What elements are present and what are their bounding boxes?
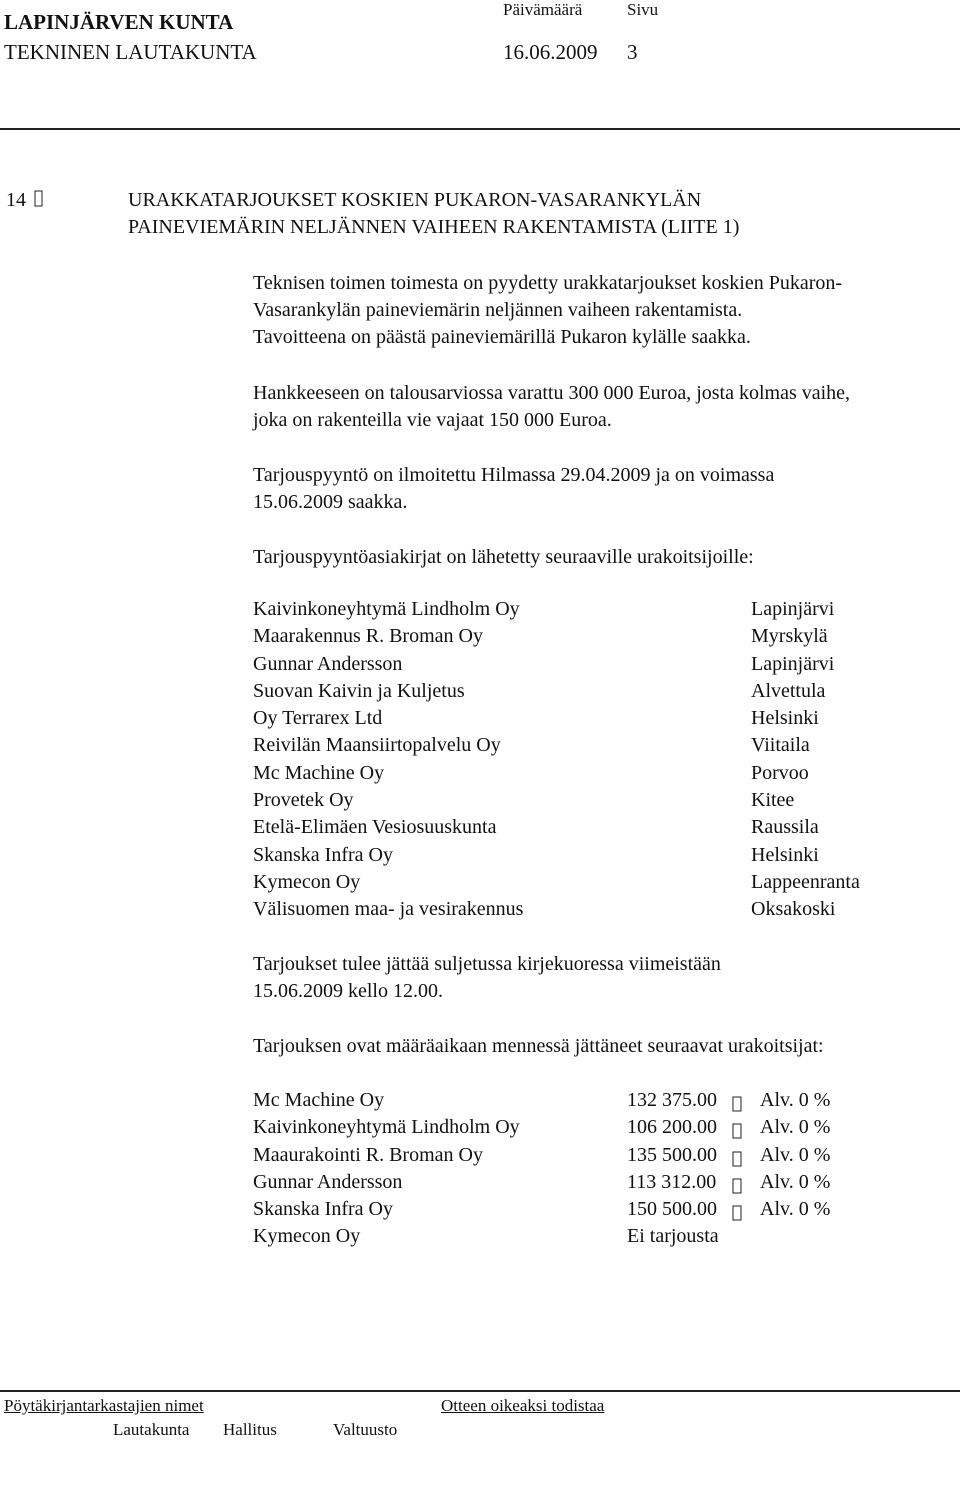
contractor-place: Lapinjärvi <box>751 652 835 675</box>
list-item <box>253 705 913 732</box>
contractor-name: Maarakennus R. Broman Oy <box>253 625 483 648</box>
offers-table <box>253 1087 913 1251</box>
offer-vat: Alv. 0 % <box>760 1143 831 1166</box>
contractor-name: Reivilän Maansiirtopalvelu Oy <box>253 734 501 757</box>
contractor-name: Oy Terrarex Ltd <box>253 707 383 730</box>
offer-amount: 132 375.00 <box>627 1089 717 1111</box>
paragraph-2-line-1: Hankkeeseen on talousarviossa varattu 300 000 Euroa, josta kolmas vaihe, <box>253 382 851 404</box>
header-divider <box>0 128 960 130</box>
list-item <box>253 732 913 759</box>
offer-contractor: Maaurakointi R. Broman Oy <box>253 1143 483 1166</box>
table-row <box>253 1087 913 1114</box>
list-item <box>253 787 913 814</box>
offer-vat: Alv. 0 % <box>760 1170 831 1193</box>
contractor-name: Kymecon Oy <box>253 870 361 893</box>
contractor-name: Suovan Kaivin ja Kuljetus <box>253 679 465 702</box>
offer-vat: Alv. 0 % <box>760 1089 831 1111</box>
offer-amount: 135 500.00 <box>627 1143 717 1166</box>
contractor-place: Lappeenranta <box>751 870 860 893</box>
paragraph-4: Tarjouspyyntöasiakirjat on lähetetty seuraaville urakoitsijoille: <box>253 546 754 568</box>
table-row <box>253 1223 913 1250</box>
contractor-name: Skanska Infra Oy <box>253 843 393 866</box>
paragraph-5-line-1: Tarjoukset tulee jättää suljetussa kirjekuoressa viimeistään <box>253 953 721 975</box>
contractor-place: Raussila <box>751 816 819 839</box>
offer-vat: Alv. 0 % <box>760 1116 831 1139</box>
offer-vat: Alv. 0 % <box>760 1198 831 1221</box>
offer-contractor: Skanska Infra Oy <box>253 1198 393 1221</box>
paragraph-2-line-2: joka on rakenteilla vie vajaat 150 000 Euroa. <box>253 409 612 431</box>
contractor-place: Lapinjärvi <box>751 598 835 620</box>
paragraph-1-line-1: Teknisen toimen toimesta on pyydetty urakkatarjoukset koskien Pukaron- <box>253 272 843 294</box>
paragraph-5-line-2: 15.06.2009 kello 12.00. <box>253 980 443 1002</box>
offer-amount: 150 500.00 <box>627 1198 717 1221</box>
footer-names-label: Pöytäkirjantarkastajien nimet <box>4 1396 204 1415</box>
offer-contractor: Gunnar Andersson <box>253 1170 403 1193</box>
paragraph-1-line-2: Vasarankylän paineviemärin neljännen vaiheen rakentamista. <box>253 299 743 321</box>
list-item <box>253 760 913 787</box>
offer-contractor: Kaivinkoneyhtymä Lindholm Oy <box>253 1116 520 1139</box>
footer-board-valtuusto: Valtuusto <box>333 1420 398 1439</box>
paragraph-3-line-1: Tarjouspyyntö on ilmoitettu Hilmassa 29.04.2009 ja on voimassa <box>253 464 775 486</box>
list-item <box>253 678 913 705</box>
contractor-name: Etelä-Elimäen Vesiosuuskunta <box>253 816 497 839</box>
contractor-place: Helsinki <box>751 843 819 866</box>
list-item <box>253 623 913 650</box>
contractor-list <box>253 596 913 924</box>
contractor-name: Kaivinkoneyhtymä Lindholm Oy <box>253 598 520 620</box>
offer-amount: Ei tarjousta <box>627 1225 719 1248</box>
paragraph-marker-icon <box>34 190 44 208</box>
footer-copy-label: Otteen oikeaksi todistaa <box>441 1396 605 1415</box>
contractor-place: Oksakoski <box>751 898 836 921</box>
list-item <box>253 896 913 923</box>
paragraph-1-line-3: Tavoitteena on päästä paineviemärillä Pukaron kylälle saakka. <box>253 326 751 348</box>
table-row <box>253 1196 913 1223</box>
page-label: Sivu <box>627 0 659 19</box>
contractor-place: Viitaila <box>751 734 810 757</box>
contractor-place: Alvettula <box>751 679 826 702</box>
offer-contractor: Kymecon Oy <box>253 1225 361 1248</box>
list-item <box>253 651 913 678</box>
footer-board-lautakunta: Lautakunta <box>113 1420 190 1439</box>
municipality-name: LAPINJÄRVEN KUNTA <box>4 10 234 34</box>
section-number: 14 <box>6 189 26 211</box>
contractor-place: Porvoo <box>751 761 809 784</box>
offer-amount: 106 200.00 <box>627 1116 717 1139</box>
contractor-name: Provetek Oy <box>253 789 354 812</box>
offer-amount: 113 312.00 <box>627 1170 717 1193</box>
contractor-name: Gunnar Andersson <box>253 652 403 675</box>
section-title-line-1: URAKKATARJOUKSET KOSKIEN PUKARON-VASARANKYLÄN <box>128 189 702 211</box>
date-label: Päivämäärä <box>503 0 583 19</box>
contractor-place: Helsinki <box>751 707 819 730</box>
table-row <box>253 1114 913 1141</box>
board-name: TEKNINEN LAUTAKUNTA <box>4 40 257 64</box>
contractor-name: Välisuomen maa- ja vesirakennus <box>253 898 524 921</box>
footer-divider <box>0 1390 960 1392</box>
section-title-line-2: PAINEVIEMÄRIN NELJÄNNEN VAIHEEN RAKENTAMISTA (LIITE 1) <box>128 216 740 238</box>
page-number: 3 <box>627 40 638 64</box>
table-row <box>253 1142 913 1169</box>
list-item <box>253 869 913 896</box>
paragraph-6: Tarjouksen ovat määräaikaan mennessä jättäneet seuraavat urakoitsijat: <box>253 1035 824 1057</box>
contractor-name: Mc Machine Oy <box>253 761 385 784</box>
header-date: 16.06.2009 <box>503 40 598 64</box>
paragraph-3-line-2: 15.06.2009 saakka. <box>253 491 408 513</box>
contractor-place: Kitee <box>751 789 795 812</box>
list-item <box>253 842 913 869</box>
contractor-place: Myrskylä <box>751 625 828 648</box>
footer-board-hallitus: Hallitus <box>223 1420 277 1439</box>
list-item <box>253 596 913 623</box>
table-row <box>253 1169 913 1196</box>
offer-contractor: Mc Machine Oy <box>253 1089 385 1111</box>
list-item <box>253 814 913 841</box>
